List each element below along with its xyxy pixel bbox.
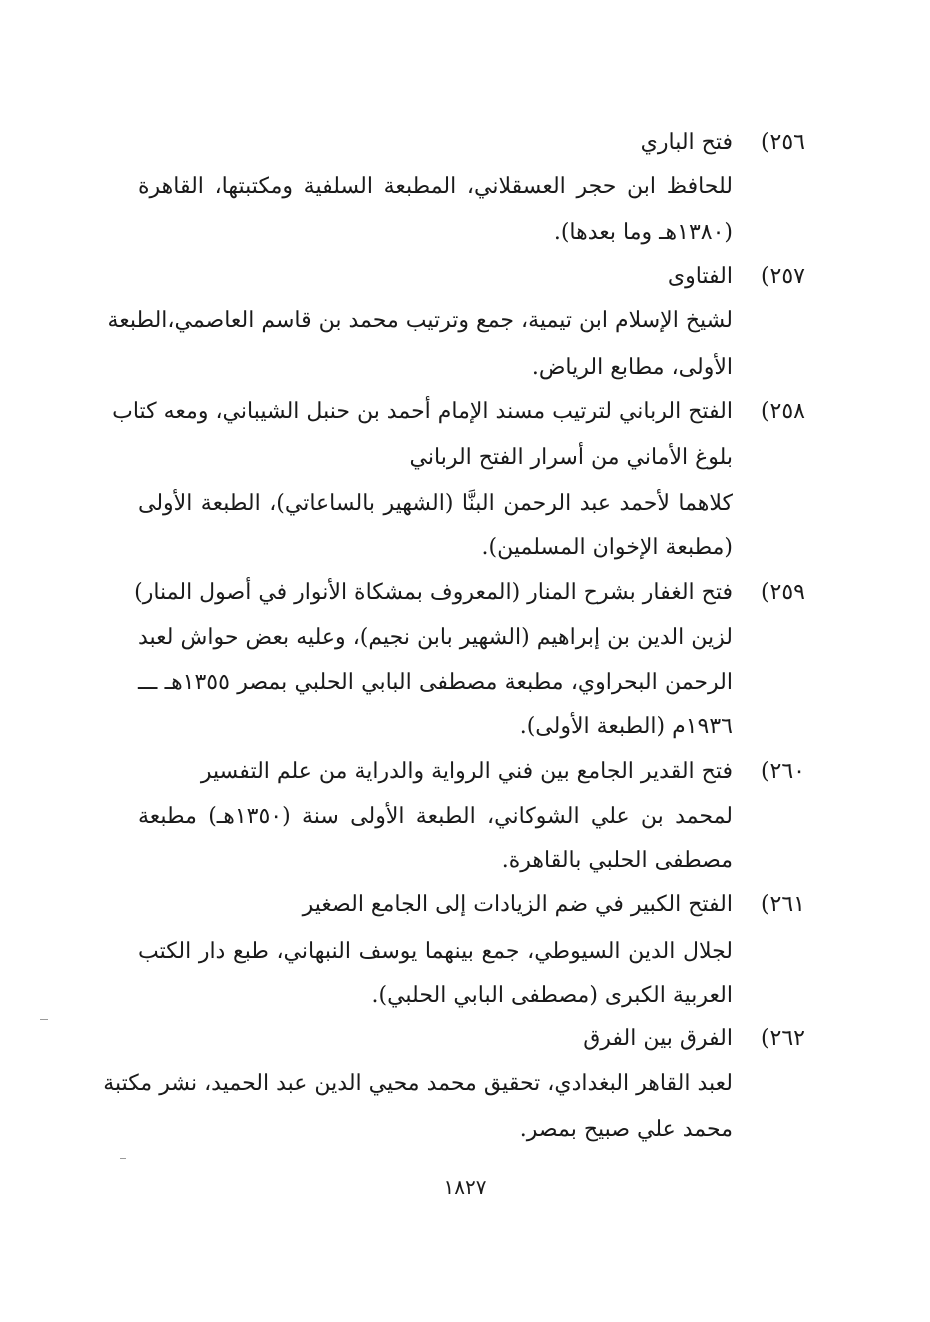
entry-detail-line: محمد علي صبيح بمصر. — [519, 1117, 733, 1142]
entry-detail-line: لمحمد بن علي الشوكاني، الطبعة الأولى سنة (١٣٥٠هـ) مطبعة — [138, 804, 733, 829]
entry-title: فتح القدير الجامع بين فني الرواية والدراية من علم التفسير — [200, 759, 733, 784]
entry-title: فتح الباري — [640, 130, 733, 155]
entry-title: الفتاوى — [667, 264, 733, 289]
scan-mark — [40, 1019, 48, 1020]
entry-number: ٢٦٢) — [760, 1026, 805, 1051]
entry-number: ٢٥٩) — [760, 580, 805, 605]
entry-number: ٢٥٧) — [760, 264, 805, 289]
page-number: ١٨٢٧ — [443, 1175, 487, 1199]
entry-detail-line: (١٣٨٠هـ وما بعدها). — [553, 220, 733, 245]
entry-detail-line: مصطفى الحلبي بالقاهرة. — [501, 848, 733, 873]
entry-number: ٢٦٠) — [760, 759, 805, 784]
entry-title: فتح الغفار بشرح المنار (المعروف بمشكاة الأنوار في أصول المنار) — [134, 580, 733, 605]
entry-detail-line: لشيخ الإسلام ابن تيمية، جمع وترتيب محمد بن قاسم العاصمي،الطبعة — [107, 308, 733, 333]
entry-detail-line: الأولى، مطابع الرياض. — [531, 355, 733, 380]
entry-title: الفتح الرباني لترتيب مسند الإمام أحمد بن حنبل الشيباني، ومعه كتاب — [112, 399, 733, 424]
entry-title: الفتح الكبير في ضم الزيادات إلى الجامع الصغير — [302, 892, 733, 917]
entry-detail-line: العربية الكبرى (مصطفى البابي الحلبي). — [371, 983, 733, 1008]
entry-detail-line: ١٩٣٦م (الطبعة الأولى). — [519, 714, 733, 739]
entry-detail-line: للحافظ ابن حجر العسقلاني، المطبعة السلفية ومكتبتها، القاهرة — [138, 174, 733, 199]
entry-title: الفرق بين الفرق — [583, 1026, 733, 1051]
entry-detail-line: (مطبعة الإخوان المسلمين). — [481, 535, 733, 560]
entry-number: ٢٥٦) — [760, 130, 805, 155]
entry-detail-line: بلوغ الأماني من أسرار الفتح الرباني — [409, 445, 733, 470]
scan-mark — [120, 1158, 126, 1159]
entry-detail-line: لجلال الدين السيوطي، جمع بينهما يوسف النبهاني، طبع دار الكتب — [138, 939, 733, 964]
entry-detail-line: لعبد القاهر البغدادي، تحقيق محمد محيي الدين عبد الحميد، نشر مكتبة — [103, 1071, 733, 1096]
entry-number: ٢٦١) — [760, 892, 805, 917]
entry-detail-line: الرحمن البحراوي، مطبعة مصطفى البابي الحلبي بمصر ١٣٥٥هـ ـــ — [138, 670, 733, 695]
entry-detail-line: كلاهما لأحمد عبد الرحمن البنَّا (الشهير بالساعاتي)، الطبعة الأولى — [138, 491, 733, 516]
entry-number: ٢٥٨) — [760, 399, 805, 424]
entry-detail-line: لزين الدين بن إبراهيم (الشهير بابن نجيم)، وعليه بعض حواش لعبد — [138, 625, 733, 650]
